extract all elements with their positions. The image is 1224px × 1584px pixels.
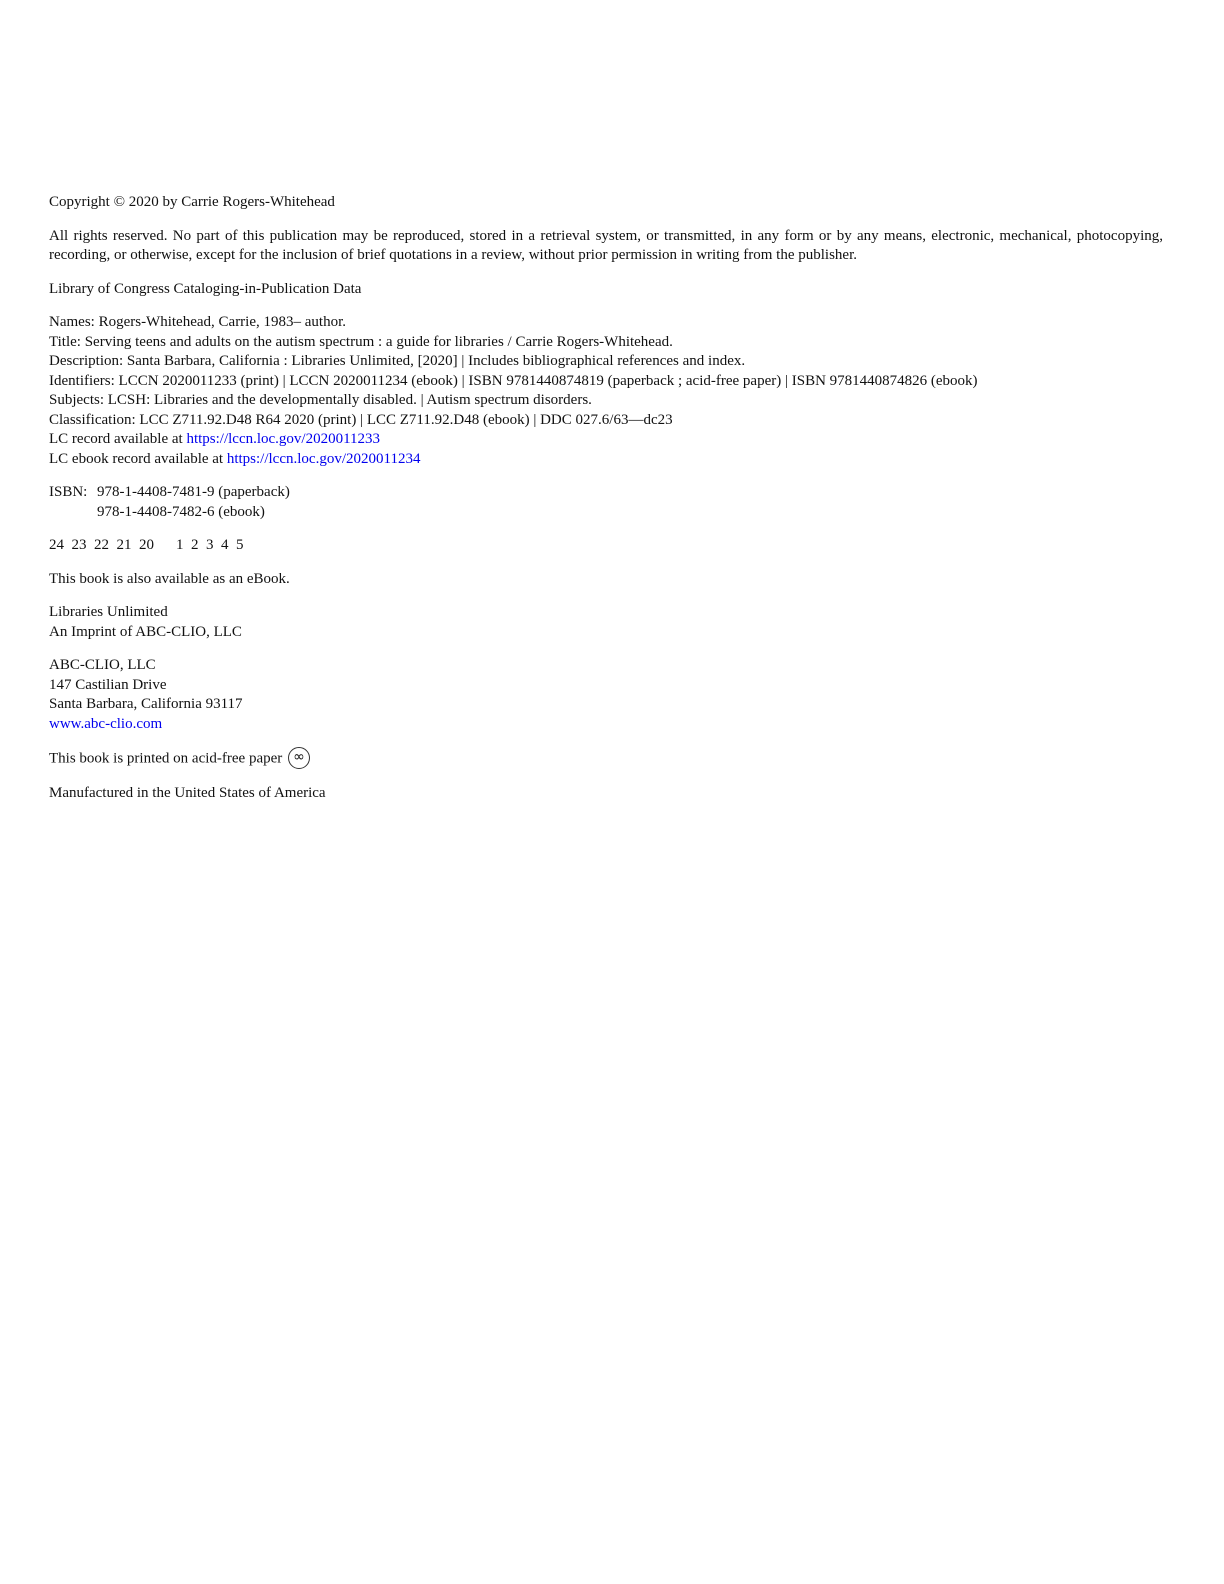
lc-record-line (49, 430, 1163, 450)
lc-ebook-record-link[interactable]: https://lccn.loc.gov/2020011234 (226, 450, 421, 467)
lc-ebook-record-line (49, 450, 1163, 470)
cip-classification: Classification: LCC Z711.92.D48 R64 2020 (print) | LCC Z711.92.D48 (ebook) | DDC 027.6/63—dc23 (49, 411, 673, 428)
copyright-line: Copyright © 2020 by Carrie Rogers-Whitehead (49, 194, 335, 210)
cip-description: Description: Santa Barbara, California : Libraries Unlimited, [2020] | Includes bibliographical references and index. (49, 353, 746, 369)
isbn-paperback: 978-1-4408-7481-9 (paperback) (97, 484, 290, 500)
publisher-city: Santa Barbara, California 93117 (49, 696, 243, 712)
publisher-name: ABC-CLIO, LLC (49, 657, 156, 673)
rights-statement: All rights reserved. No part of this publication may be reproduced, stored in a retrieval system, or transmitted, in any form or by any means, electronic, mechanical, photocopying, recording, or otherwise, except for the inclusion of brief quotations in a review, without prior permission in writing from the publisher. (49, 227, 1163, 263)
cip-title: Title: Serving teens and adults on the autism spectrum : a guide for libraries / Carrie Rogers-Whitehead. (49, 333, 673, 350)
infinity-icon: ∞ (288, 747, 310, 769)
acid-free-text: This book is printed on acid-free paper (49, 750, 283, 767)
manufactured-line: Manufactured in the United States of America (49, 785, 326, 801)
imprint-line: An Imprint of ABC-CLIO, LLC (49, 623, 242, 640)
printing-numbers: 1 2 3 4 5 (176, 537, 244, 553)
publisher-address (49, 656, 1163, 734)
cip-heading: Library of Congress Cataloging-in-Publication Data (49, 280, 362, 297)
imprint-block (49, 603, 1163, 642)
publisher-website-link[interactable]: www.abc-clio.com (49, 715, 163, 732)
cip-subjects: Subjects: LCSH: Libraries and the developmentally disabled. | Autism spectrum disorders. (49, 392, 592, 408)
isbn-block (49, 483, 1163, 522)
cip-names: Names: Rogers-Whitehead, Carrie, 1983– author. (49, 314, 346, 330)
ebook-note: This book is also available as an eBook. (49, 570, 290, 587)
isbn-label: ISBN: (49, 484, 88, 500)
publisher-street: 147 Castilian Drive (49, 676, 167, 693)
imprint-name: Libraries Unlimited (49, 604, 168, 620)
cip-block (49, 313, 1163, 469)
copyright-page (49, 193, 1163, 818)
printing-line (49, 536, 1163, 556)
lc-ebook-prefix: LC ebook record available at (49, 450, 227, 467)
lc-record-link[interactable]: https://lccn.loc.gov/2020011233 (186, 431, 381, 447)
lc-record-prefix: LC record available at (49, 431, 187, 447)
cip-identifiers: Identifiers: LCCN 2020011233 (print) | LCCN 2020011234 (ebook) | ISBN 9781440874819 (paperback ; acid-free paper) | ISBN 9781440874826 (ebook) (49, 372, 978, 389)
isbn-ebook: 978-1-4408-7482-6 (ebook) (97, 503, 265, 520)
printing-years: 24 23 22 21 20 (49, 537, 154, 553)
acid-free-line (49, 748, 1163, 770)
